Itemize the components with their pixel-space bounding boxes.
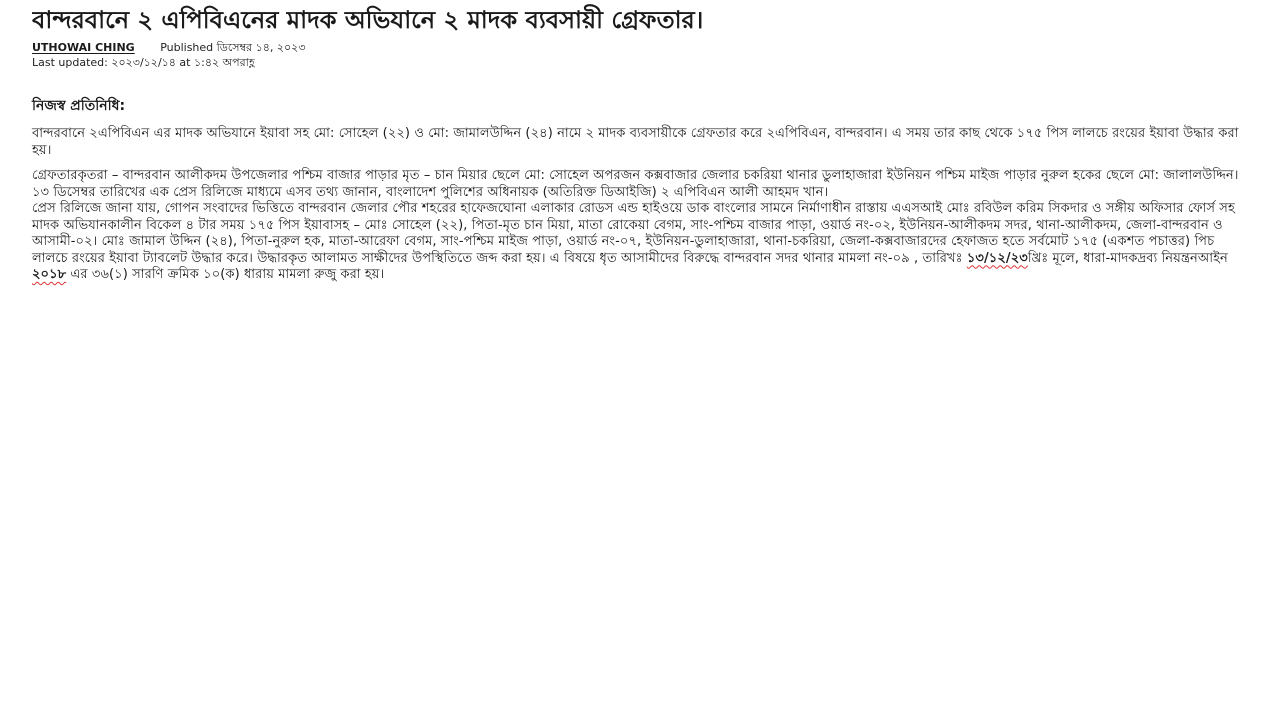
- author-link[interactable]: UTHOWAI CHING: [32, 41, 135, 54]
- operation-details: প্রেস রিলিজে জানা যায়, গোপন সংবাদের ভিত্তিতে বান্দরবান জেলার পৌর শহরের হাফেজঘোনা এলাকার রোডস এন্ড হাইওয়ে ডাক বাংলোর সামনে নির্মাণাধীন রাস্তায় এএসআই মোঃ রবিউল করিম সিকদার ও সঙ্গীয় অফিসার ফোর্স সহ মাদক অভিযানকালীন বিকেল ৪ টার সময় ১৭৫ পিস ইয়াবাসহ – মোঃ সোহেল (২২), পিতা-মৃত চান মিয়া, মাতা রোকেয়া বেগম, সাং-পশ্চিম বাজার পাড়া, ওয়ার্ড নং-০২, ইউনিয়ন-আলীকদম সদর, থানা-আলীকদম, জেলা-বান্দরবান ও আসামী-০২। মোঃ জামাল উদ্দিন (২৪), পিতা-নুরুল হক, মাতা-আরেফা বেগম, সাং-পশ্চিম মাইজ পাড়া, ওয়ার্ড নং-০৭, ইউনিয়ন-ডুলাহাজারা, থানা-চকরিয়া, জেলা-কক্সবাজারদের হেফাজত হতে সর্বমোট ১৭৫ (একশত পচাত্তর) পিচ লালচে রংয়ের ইয়াবা ট্যাবলেট উদ্ধার করে। উদ্ধারকৃত আলামত সাক্ষীদের উপস্থিতিতে জব্দ করা হয়। এ বিষয়ে ধৃত আসামীদের বিরুদ্ধে বান্দরবান সদর থানার মামলা নং-০৯ , তারিখঃ: [32, 201, 1235, 266]
- press-release-source: ১৩ ডিসেম্বর তারিখের এক প্রেস রিলিজে মাধ্যমে এসব তথ্য জানান, বাংলাদেশ পুলিশের অধিনায়ক (অতিরিক্ত ডিআইজি) ২ এপিবিএন আলী আহমদ খান।: [32, 184, 829, 200]
- law-year: ২০১৮: [32, 267, 67, 282]
- published-date: Published ডিসেম্বর ১৪, ২০২৩: [160, 41, 306, 54]
- case-law-text: খ্রিঃ মূলে, ধারা-মাদকদ্রব্য নিয়ন্ত্রনআইন: [1027, 250, 1228, 266]
- case-section-text: এর ৩৬(১) সারণি ক্রমিক ১০(ক) ধারায় মামলা রুজু করা হয়।: [66, 267, 385, 282]
- arrestee-details: গ্রেফতারকৃতরা – বান্দরবান আলীকদম উপজেলার পশ্চিম বাজার পাড়ার মৃত – চান মিয়ার ছেলে মো: সোহেল অপরজন কক্সবাজার জেলার চকরিয়া থানার ডুলাহাজারা ইউনিয়ন পশ্চিম মাইজ পাড়ার নুরুল হকের ছেলে মো: জালালউদ্দিন।: [32, 168, 1239, 183]
- reporter-byline: নিজস্ব প্রতিনিধি:: [32, 98, 126, 114]
- article-headline: বান্দরবানে ২ এপিবিএনের মাদক অভিযানে ২ মাদক ব্যবসায়ী গ্রেফতার।: [32, 6, 704, 34]
- case-date: ১৩/১২/২৩: [966, 250, 1028, 266]
- article-paragraph-body: [32, 168, 1248, 284]
- last-updated: Last updated: ২০২৩/১২/১৪ at ১:৪২ অপরাহ্ণ: [32, 56, 255, 69]
- article-meta: [32, 40, 1248, 55]
- article-paragraph-intro: বান্দরবানে ২এপিবিএন এর মাদক অভিযানে ইয়াবা সহ মো: সোহেল (২২) ও মো: জামালউদ্দিন (২৪) নামে ২ মাদক ব্যবসায়ীকে গ্রেফতার করে ২এপিবিএন, বান্দরবান। এ সময় তার কাছ থেকে ১৭৫ পিস লালচে রংয়ের ইয়াবা উদ্ধার করা হয়।: [32, 126, 1239, 158]
